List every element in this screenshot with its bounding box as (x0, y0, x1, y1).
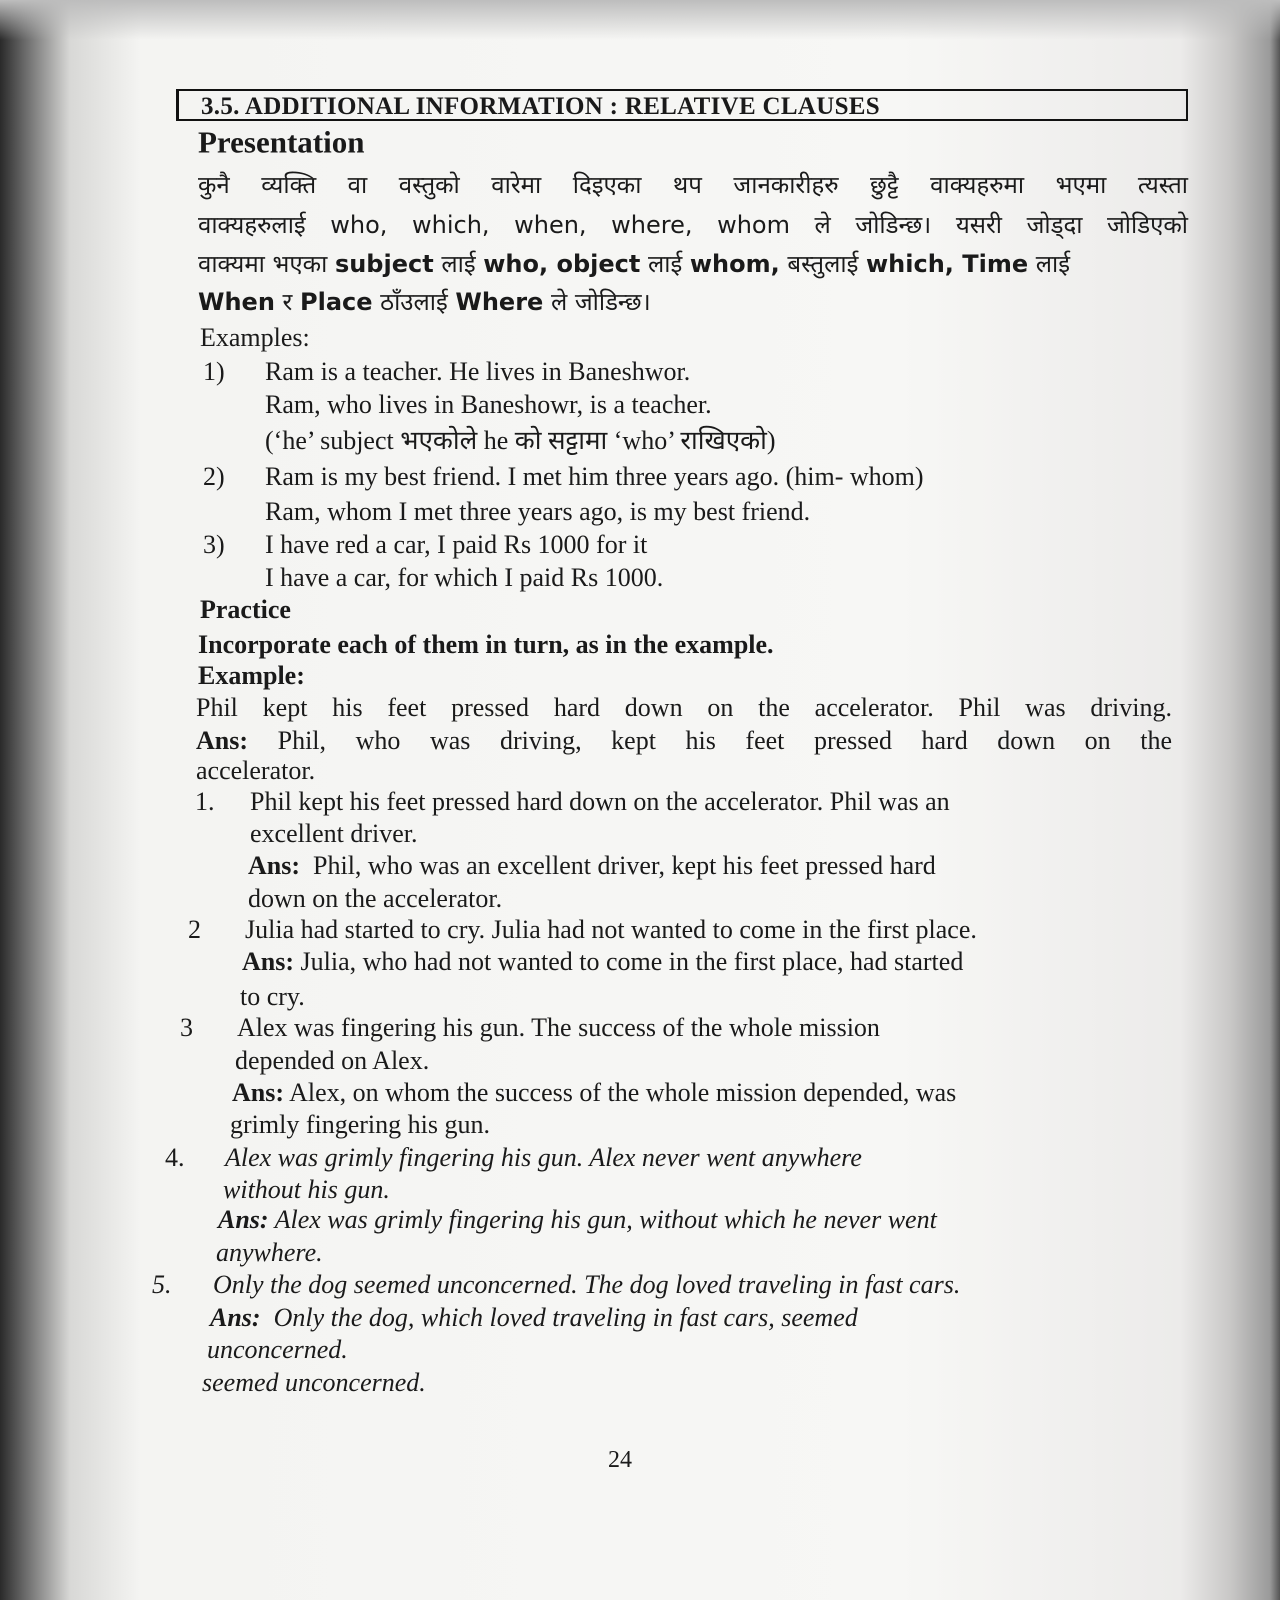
text: Phil, who was driving, kept his feet pressed hard down on the (277, 726, 1173, 755)
example-line: (‘he’ subject भएकोले he को सट्टामा ‘who’ राखिएको) (265, 426, 776, 455)
nepali-line-1: कुनै व्यक्ति वा वस्तुको वारेमा दिइएका थप जानकारीहरु छुट्टै वाक्यहरुमा भएमा त्यस्ता (198, 171, 1188, 199)
presentation-heading: Presentation (198, 124, 365, 160)
text: लाई (433, 250, 484, 278)
ans-label: Ans: (210, 1303, 261, 1332)
section-title: 3.5. ADDITIONAL INFORMATION : RELATIVE CLAUSES (201, 93, 880, 120)
nepali-line-2: वाक्यहरुलाई who, which, when, where, whom ले जोडिन्छ। यसरी जोड्दा जोडिएको (198, 211, 1188, 239)
example-line: I have a car, for which I paid Rs 1000. (265, 563, 664, 592)
examples-label: Examples: (200, 323, 310, 352)
text: Alex, on whom the success of the whole mission depended, was (289, 1078, 957, 1107)
item-answer (232, 1080, 956, 1106)
item-question: Only the dog seemed unconcerned. The dog loved traveling in fast cars. (213, 1270, 961, 1299)
text: र (274, 288, 300, 316)
item-question: Alex was fingering his gun. The success of the whole mission (237, 1013, 880, 1042)
text: subject (334, 250, 434, 278)
ans-label: Ans: (218, 1205, 269, 1234)
item-number: 2 (188, 915, 201, 944)
text: When (198, 288, 275, 316)
item-answer: to cry. (240, 982, 305, 1011)
example-number: 2) (203, 462, 225, 491)
text: Place (300, 288, 373, 316)
text: Where (455, 288, 544, 316)
ans-label: Ans: (196, 726, 249, 755)
example-question: Phil kept his feet pressed hard down on the accelerator. Phil was driving. (196, 693, 1172, 722)
item-answer (242, 949, 963, 975)
item-answer: seemed unconcerned. (202, 1368, 426, 1397)
nepali-line-4 (198, 290, 651, 314)
item-answer (218, 1207, 937, 1233)
text: ठाँउलाई (372, 288, 456, 316)
item-question: Phil kept his feet pressed hard down on the accelerator. Phil was an (250, 787, 950, 816)
item-question: depended on Alex. (235, 1046, 430, 1075)
item-question: without his gun. (223, 1175, 390, 1204)
page-shadow (0, 0, 1280, 40)
practice-instruction: Incorporate each of them in turn, as in the example. (198, 630, 774, 659)
ans-label: Ans: (242, 947, 295, 976)
text: लाई (640, 250, 690, 278)
item-answer: unconcerned. (207, 1335, 348, 1364)
item-number: 4. (165, 1143, 185, 1172)
text: Alex was grimly fingering his gun, without which he never went (274, 1205, 937, 1234)
example-answer-cont: accelerator. (196, 756, 316, 785)
example-line: Ram, who lives in Baneshowr, is a teacher. (265, 390, 712, 419)
item-number: 3 (180, 1013, 193, 1042)
text: Only the dog, which loved traveling in fast cars, seemed (273, 1303, 858, 1332)
ans-label: Ans: (248, 851, 301, 880)
item-answer: grimly fingering his gun. (230, 1110, 490, 1139)
item-question: Alex was grimly fingering his gun. Alex never went anywhere (225, 1143, 862, 1172)
nepali-line-3 (198, 252, 1070, 276)
example-line: Ram is a teacher. He lives in Baneshwor. (265, 357, 691, 386)
item-number: 1. (195, 787, 215, 816)
item-question: excellent driver. (250, 819, 418, 848)
example-line: Ram is my best friend. I met him three years ago. (him- whom) (265, 462, 924, 491)
example-line: Ram, whom I met three years ago, is my best friend. (265, 497, 811, 526)
item-answer: anywhere. (216, 1238, 323, 1267)
section-title-box (176, 89, 1188, 121)
text: बस्तुलाई (779, 250, 866, 278)
text: ले जोडिन्छ। (543, 288, 651, 316)
item-number: 5. (152, 1270, 172, 1299)
item-question: Julia had started to cry. Julia had not wanted to come in the first place. (245, 915, 977, 944)
practice-heading: Practice (200, 595, 291, 624)
text: Phil, who was an excellent driver, kept his feet pressed hard (313, 851, 936, 880)
ans-label: Ans: (232, 1078, 285, 1107)
text: which, Time (865, 250, 1029, 278)
page-number: 24 (608, 1447, 632, 1473)
text: who, object (483, 250, 641, 278)
example-label: Example: (198, 661, 305, 690)
text: whom, (689, 250, 780, 278)
example-line: I have red a car, I paid Rs 1000 for it (265, 530, 648, 559)
example-answer (196, 728, 1172, 754)
item-answer (248, 853, 936, 879)
text: Julia, who had not wanted to come in the first place, had started (300, 947, 964, 976)
text: वाक्यमा भएका (198, 250, 335, 278)
item-answer: down on the accelerator. (248, 884, 503, 913)
item-answer (210, 1305, 858, 1331)
example-number: 1) (203, 357, 225, 386)
text: लाई (1028, 250, 1071, 278)
example-number: 3) (203, 530, 225, 559)
